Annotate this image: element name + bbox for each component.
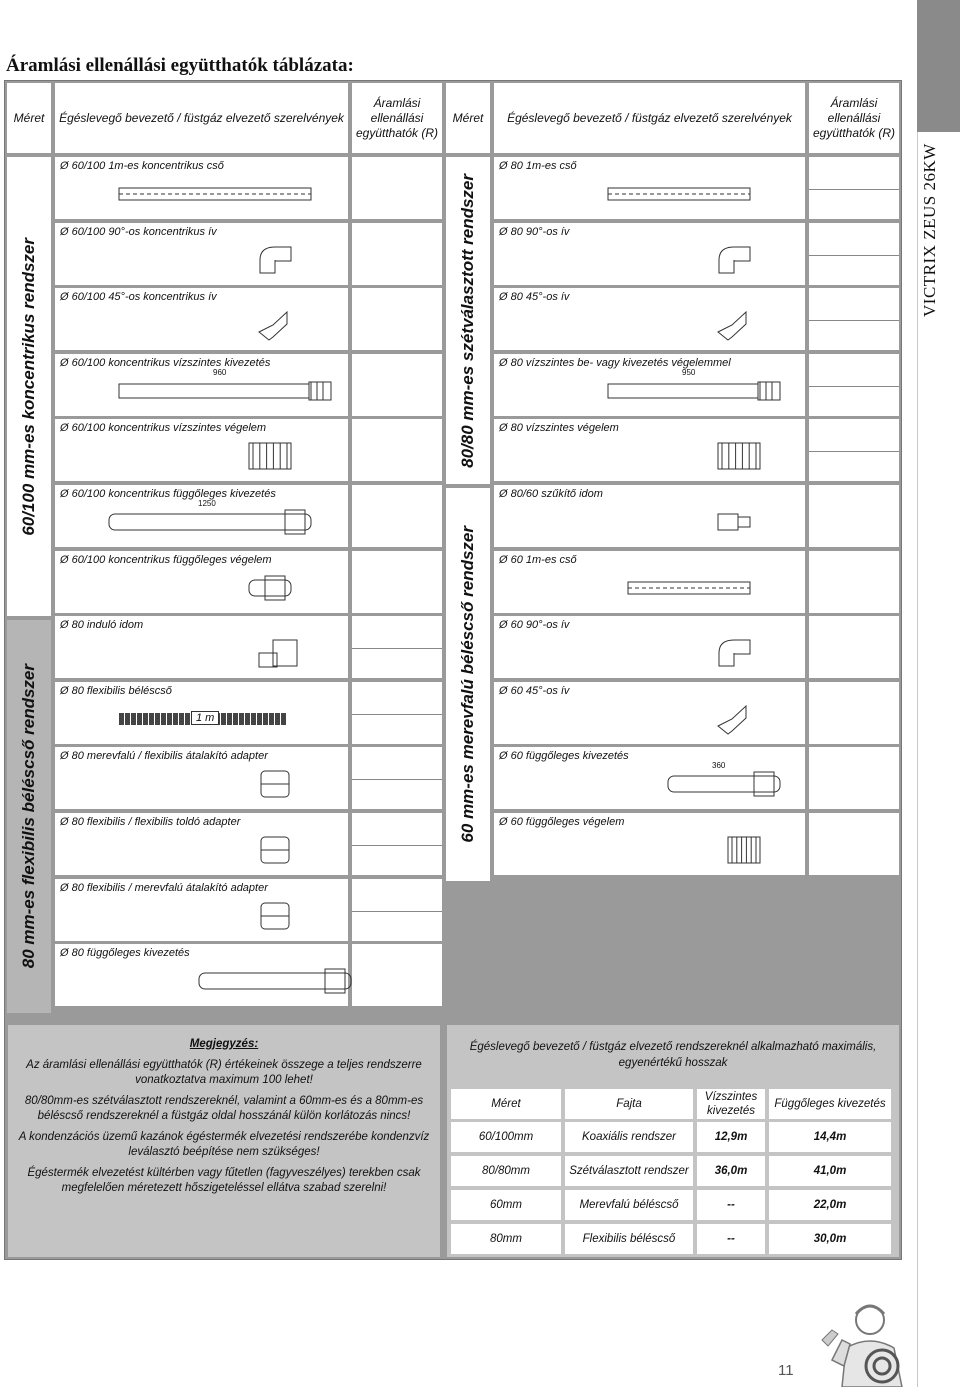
- terminal-illustration: [604, 374, 784, 408]
- left-row-8: [55, 616, 348, 678]
- right-r-cell-10: [809, 747, 899, 809]
- left-row-label: Ø 60/100 koncentrikus vízszintes kivezetés: [60, 356, 271, 369]
- max-cell: 60mm: [451, 1190, 561, 1220]
- dimension-label: 360: [712, 761, 726, 771]
- vert-illustration: [245, 571, 295, 605]
- elbow45-illustration: [714, 308, 750, 342]
- max-cell: 22,0m: [769, 1190, 891, 1220]
- header-size-left: Méret: [7, 83, 51, 153]
- left-row-6: [55, 485, 348, 547]
- r-sub: [809, 288, 899, 321]
- r-sub: [809, 827, 899, 860]
- r-sub: [809, 223, 899, 256]
- elbow45-illustration: [255, 308, 291, 342]
- left-r-cell-3: [352, 288, 442, 350]
- r-sub: [352, 747, 442, 780]
- max-cell: 12,9m: [697, 1122, 765, 1152]
- max-header-2: Fajta: [565, 1089, 693, 1119]
- length-tag: 1 m: [191, 711, 219, 725]
- right-row-9: [494, 682, 805, 744]
- right-r-cell-1: [809, 157, 899, 219]
- r-sub: [352, 713, 442, 746]
- right-r-cell-9: [809, 682, 899, 744]
- max-cell: Merevfalú béléscső: [565, 1190, 693, 1220]
- left-row-7: [55, 551, 348, 613]
- left-row-label: Ø 80 flexibilis béléscső: [60, 684, 172, 697]
- left-r-cell-4: [352, 354, 442, 416]
- left-row-5: [55, 419, 348, 481]
- left-row-9: [55, 682, 348, 744]
- left-r-cell-13: [352, 944, 442, 1006]
- left-row-label: Ø 60/100 koncentrikus vízszintes végelem: [60, 422, 267, 435]
- notes-box: [8, 1025, 440, 1257]
- max-cell: --: [697, 1224, 765, 1254]
- left-row-label: Ø 60/100 45°-os koncentrikus ív: [60, 291, 217, 304]
- right-r-cell-5: [809, 419, 899, 481]
- right-row-3: [494, 288, 805, 350]
- right-row-label: Ø 80 vízszintes be- vagy kivezetés végelemmel: [499, 356, 731, 369]
- r-sub: [809, 188, 899, 221]
- right-row-2: [494, 223, 805, 285]
- right-row-4: [494, 354, 805, 416]
- r-sub: [809, 499, 899, 532]
- left-row-label: Ø 60/100 1m-es koncentrikus cső: [60, 160, 224, 172]
- right-row-label: Ø 60 1m-es cső: [499, 553, 577, 566]
- max-cell: Szétválasztott rendszer: [565, 1156, 693, 1186]
- left-r-cell-2: [352, 223, 442, 285]
- page-number: 11: [778, 1362, 794, 1379]
- right-row-label: Ø 60 45°-os ív: [499, 684, 570, 697]
- page-title: Áramlási ellenállási együtthatók táblázata:: [6, 55, 354, 76]
- left-row-label: Ø 80 flexibilis / merevfalú átalakító adapter: [60, 881, 268, 894]
- grille-illustration: [714, 439, 764, 473]
- max-cell: 60/100mm: [451, 1122, 561, 1152]
- right-row-5: [494, 419, 805, 481]
- left-row-label: Ø 80 függőleges kivezetés: [60, 947, 190, 960]
- elbow90-illustration: [714, 243, 754, 277]
- left-row-label: Ø 80 induló idom: [60, 619, 144, 632]
- pipe-illustration: [624, 571, 754, 605]
- r-sub: [809, 354, 899, 387]
- max-length-box: [447, 1025, 899, 1257]
- mascot-logo: [812, 1300, 912, 1387]
- group-rigid: 60 mm-es merevfalú béléscső rendszer: [446, 488, 490, 881]
- side-title: VICTRIX ZEUS 26KW: [920, 143, 939, 317]
- max-cell: 36,0m: [697, 1156, 765, 1186]
- r-sub: [809, 385, 899, 418]
- left-row-10: [55, 747, 348, 809]
- dimension-label: 1250: [198, 499, 216, 508]
- r-sub: [352, 682, 442, 715]
- max-cell: 14,4m: [769, 1122, 891, 1152]
- left-r-cell-8: [352, 616, 442, 678]
- left-row-label: Ø 80 flexibilis / flexibilis toldó adapter: [60, 816, 241, 828]
- left-r-cell-12: [352, 879, 442, 941]
- right-r-cell-7: [809, 551, 899, 613]
- r-sub: [352, 879, 442, 912]
- grille-illustration: [724, 833, 764, 867]
- right-row-label: Ø 80 vízszintes végelem: [499, 422, 619, 435]
- note-1: Az áramlási ellenállási együtthatók (R) értékeinek összege a teljes rendszerre vonatkoztatva maximum 100 lehet!: [26, 1059, 422, 1086]
- left-row-label: Ø 60/100 koncentrikus függőleges kivezetés: [60, 488, 276, 500]
- r-sub: [352, 813, 442, 846]
- r-sub: [809, 565, 899, 598]
- group-concentric: 60/100 mm-es koncentrikus rendszer: [7, 157, 51, 616]
- max-header-1: Méret: [451, 1089, 561, 1119]
- elbow45-illustration: [714, 702, 750, 736]
- adapter-illustration: [255, 833, 295, 867]
- left-row-3: [55, 288, 348, 350]
- max-length-title: Égéslevegő bevezető / füstgáz elvezető rendszereknél alkalmazható maximális, egyenértékű hosszak: [469, 1041, 877, 1069]
- pipe-illustration: [115, 177, 315, 211]
- notes-title: Megjegyzés:: [189, 1038, 259, 1050]
- note-4: Égéstermék elvezetést kültérben vagy fűtetlen (fagyveszélyes) terekben csak megfelelően méretezett hőszigeteléssel ellátva szabad szerelni!: [27, 1167, 421, 1194]
- right-row-6: [494, 485, 805, 547]
- r-sub: [809, 157, 899, 190]
- r-sub: [352, 844, 442, 877]
- left-r-cell-10: [352, 747, 442, 809]
- right-r-cell-8: [809, 616, 899, 678]
- max-cell: 80mm: [451, 1224, 561, 1254]
- right-r-cell-11: [809, 813, 899, 875]
- max-cell: Koaxiális rendszer: [565, 1122, 693, 1152]
- left-r-cell-9: [352, 682, 442, 744]
- right-row-10: [494, 747, 805, 809]
- right-row-7: [494, 551, 805, 613]
- left-row-11: [55, 813, 348, 875]
- left-r-cell-11: [352, 813, 442, 875]
- right-row-label: Ø 80 90°-os ív: [499, 225, 570, 238]
- r-sub: [809, 450, 899, 483]
- right-row-label: Ø 80 45°-os ív: [499, 291, 570, 304]
- dimension-label: 960: [213, 367, 227, 377]
- grille-illustration: [245, 439, 295, 473]
- note-3: A kondenzációs üzemű kazánok égéstermék elvezetési rendszerébe kondenzvíz leválasztó beépítése nem szükséges!: [18, 1131, 430, 1158]
- max-cell: 80/80mm: [451, 1156, 561, 1186]
- note-2: 80/80mm-es szétválasztott rendszereknél, valamint a 60mm-es és a 80mm-es béléscső rendszereknél a füstgáz oldal hosszánál külön korlátozás nincs!: [24, 1095, 424, 1122]
- right-row-11: [494, 813, 805, 875]
- elbow90-illustration: [714, 636, 754, 670]
- left-r-cell-6: [352, 485, 442, 547]
- reducer-illustration: [714, 505, 754, 539]
- group-flexible: 80 mm-es flexibilis béléscső rendszer: [7, 620, 51, 1013]
- right-row-label: Ø 60 függőleges kivezetés: [499, 750, 629, 763]
- r-sub: [809, 254, 899, 287]
- terminal-illustration: [115, 374, 335, 408]
- right-row-label: Ø 80 1m-es cső: [499, 160, 577, 172]
- tee-illustration: [255, 636, 315, 670]
- left-r-cell-7: [352, 551, 442, 613]
- gray-strip: [917, 0, 960, 132]
- r-sub: [809, 761, 899, 794]
- left-row-label: Ø 60/100 koncentrikus függőleges végelem: [60, 553, 272, 566]
- header-fittings-right: Égéslevegő bevezető / füstgáz elvezető szerelvények: [494, 83, 805, 153]
- left-row-2: [55, 223, 348, 285]
- left-r-cell-5: [352, 419, 442, 481]
- right-row-label: Ø 80/60 szűkítő idom: [499, 488, 603, 500]
- header-resistance-right: Áramlási ellenállási együtthatók (R): [809, 83, 899, 153]
- left-row-label: Ø 80 merevfalú / flexibilis átalakító adapter: [60, 750, 268, 763]
- left-row-1: [55, 157, 348, 219]
- r-sub: [809, 696, 899, 729]
- vert-illustration: [195, 964, 355, 998]
- header-fittings-left: Égéslevegő bevezető / füstgáz elvezető szerelvények: [55, 83, 348, 153]
- max-header-3: Vízszintes kivezetés: [697, 1089, 765, 1119]
- right-row-label: Ø 60 90°-os ív: [499, 619, 570, 632]
- header-resistance-left: Áramlási ellenállási együtthatók (R): [352, 83, 442, 153]
- right-r-cell-6: [809, 485, 899, 547]
- r-sub: [809, 630, 899, 663]
- r-sub: [352, 778, 442, 811]
- right-row-1: [494, 157, 805, 219]
- group-separated: 80/80 mm-es szétválasztott rendszer: [446, 157, 490, 484]
- max-cell: --: [697, 1190, 765, 1220]
- r-sub: [809, 319, 899, 352]
- left-row-4: [55, 354, 348, 416]
- r-sub: [352, 910, 442, 943]
- adapter-illustration: [255, 767, 295, 801]
- elbow90-illustration: [255, 243, 295, 277]
- right-r-cell-4: [809, 354, 899, 416]
- pipe-illustration: [604, 177, 754, 211]
- right-r-cell-2: [809, 223, 899, 285]
- r-sub: [352, 647, 442, 680]
- max-cell: 41,0m: [769, 1156, 891, 1186]
- dimension-label: 950: [682, 367, 696, 377]
- adapter-illustration: [255, 899, 295, 933]
- max-cell: Flexibilis béléscső: [565, 1224, 693, 1254]
- right-r-cell-3: [809, 288, 899, 350]
- left-row-12: [55, 879, 348, 941]
- max-cell: 30,0m: [769, 1224, 891, 1254]
- side-divider: [917, 132, 918, 1387]
- max-header-4: Függőleges kivezetés: [769, 1089, 891, 1119]
- left-row-13: [55, 944, 348, 1006]
- right-row-8: [494, 616, 805, 678]
- vert-illustration: [105, 505, 315, 539]
- vert-illustration: [664, 767, 784, 801]
- r-sub: [809, 419, 899, 452]
- header-size-right: Méret: [446, 83, 490, 153]
- left-r-cell-1: [352, 157, 442, 219]
- r-sub: [352, 958, 442, 991]
- r-sub: [352, 616, 442, 649]
- right-row-label: Ø 60 függőleges végelem: [499, 816, 625, 828]
- left-row-label: Ø 60/100 90°-os koncentrikus ív: [60, 225, 217, 238]
